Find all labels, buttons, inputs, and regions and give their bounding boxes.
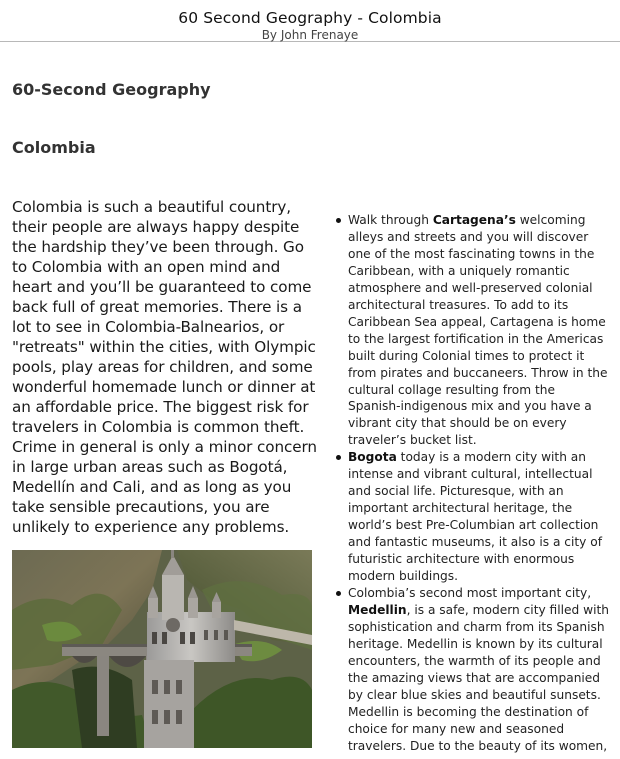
bullet-icon: [336, 591, 341, 596]
list-item-medellin: Colombia’s second most important city, Medellin, is a safe, modern city filled with sophistication and charm from its Spanish heritage. Medellin is known by its cultural encounters, the warmth of its people and the amazing views that are accompanied by clear blue skies and beautiful sunsets. Medellin is becoming the destination of choice for many new and seasoned travelers. Due to the beauty of its women,: [334, 585, 610, 755]
place-name: Medellin: [348, 602, 407, 617]
list-item-cartagena: Walk through Cartagena’s welcoming alleys and streets and you will discover one of the most fascinating towns in the Caribbean, with a uniquely romantic atmosphere and well-preserved colonial architectural treasures. To add to its Caribbean Sea appeal, Cartagena is home to the largest fortification in the Americas built during Colonial times to protect it from pirates and buccaneers. Throw in the cultural collage resulting from the Spanish-indigenous mix and you have a vibrant city that should be on every traveler’s bucket list.: [334, 212, 610, 449]
place-name: Cartagena’s: [432, 213, 516, 227]
page-title: 60 Second Geography - Colombia: [178, 9, 442, 27]
bullet-icon: [336, 455, 341, 460]
list-item-bogota: Bogota today is a modern city with an intense and vibrant cultural, intellectual and social life. Picturesque, with an important architectural heritage, the world’s best Pre-Columbian art collection and fantastic museums, it also is a city of futuristic architecture with enormous modern buildings.: [334, 449, 610, 585]
bullet-icon: [336, 218, 341, 223]
las-lajas-sanctuary-photo: [12, 550, 312, 748]
article-heading: 60-Second Geography: [12, 80, 211, 99]
intro-paragraph: Colombia is such a beautiful country, their people are always happy despite the hardship they’ve been through. Go to Colombia with an open mind and heart and you’ll be guaranteed to come back full of great memories. There is a lot to see in Colombia-Balnearios, or "retreats" within the cities, with Olympic pools, play areas for children, and some wonderful homemade lunch or dinner at an affordable price. The biggest risk for travelers in Colombia is common theft. Crime in general is only a minor concern in large urban areas such as Bogotá, Medellín and Cali, and as long as you take sensible precautions, you are unlikely to experience any problems.: [12, 198, 317, 536]
article-subheading: Colombia: [12, 138, 96, 157]
page-header: [0, 0, 620, 42]
photo-illustration: [12, 550, 312, 748]
place-name: Bogota: [348, 450, 397, 465]
author-byline: By John Frenaye: [261, 28, 359, 42]
destination-list: [334, 212, 610, 755]
